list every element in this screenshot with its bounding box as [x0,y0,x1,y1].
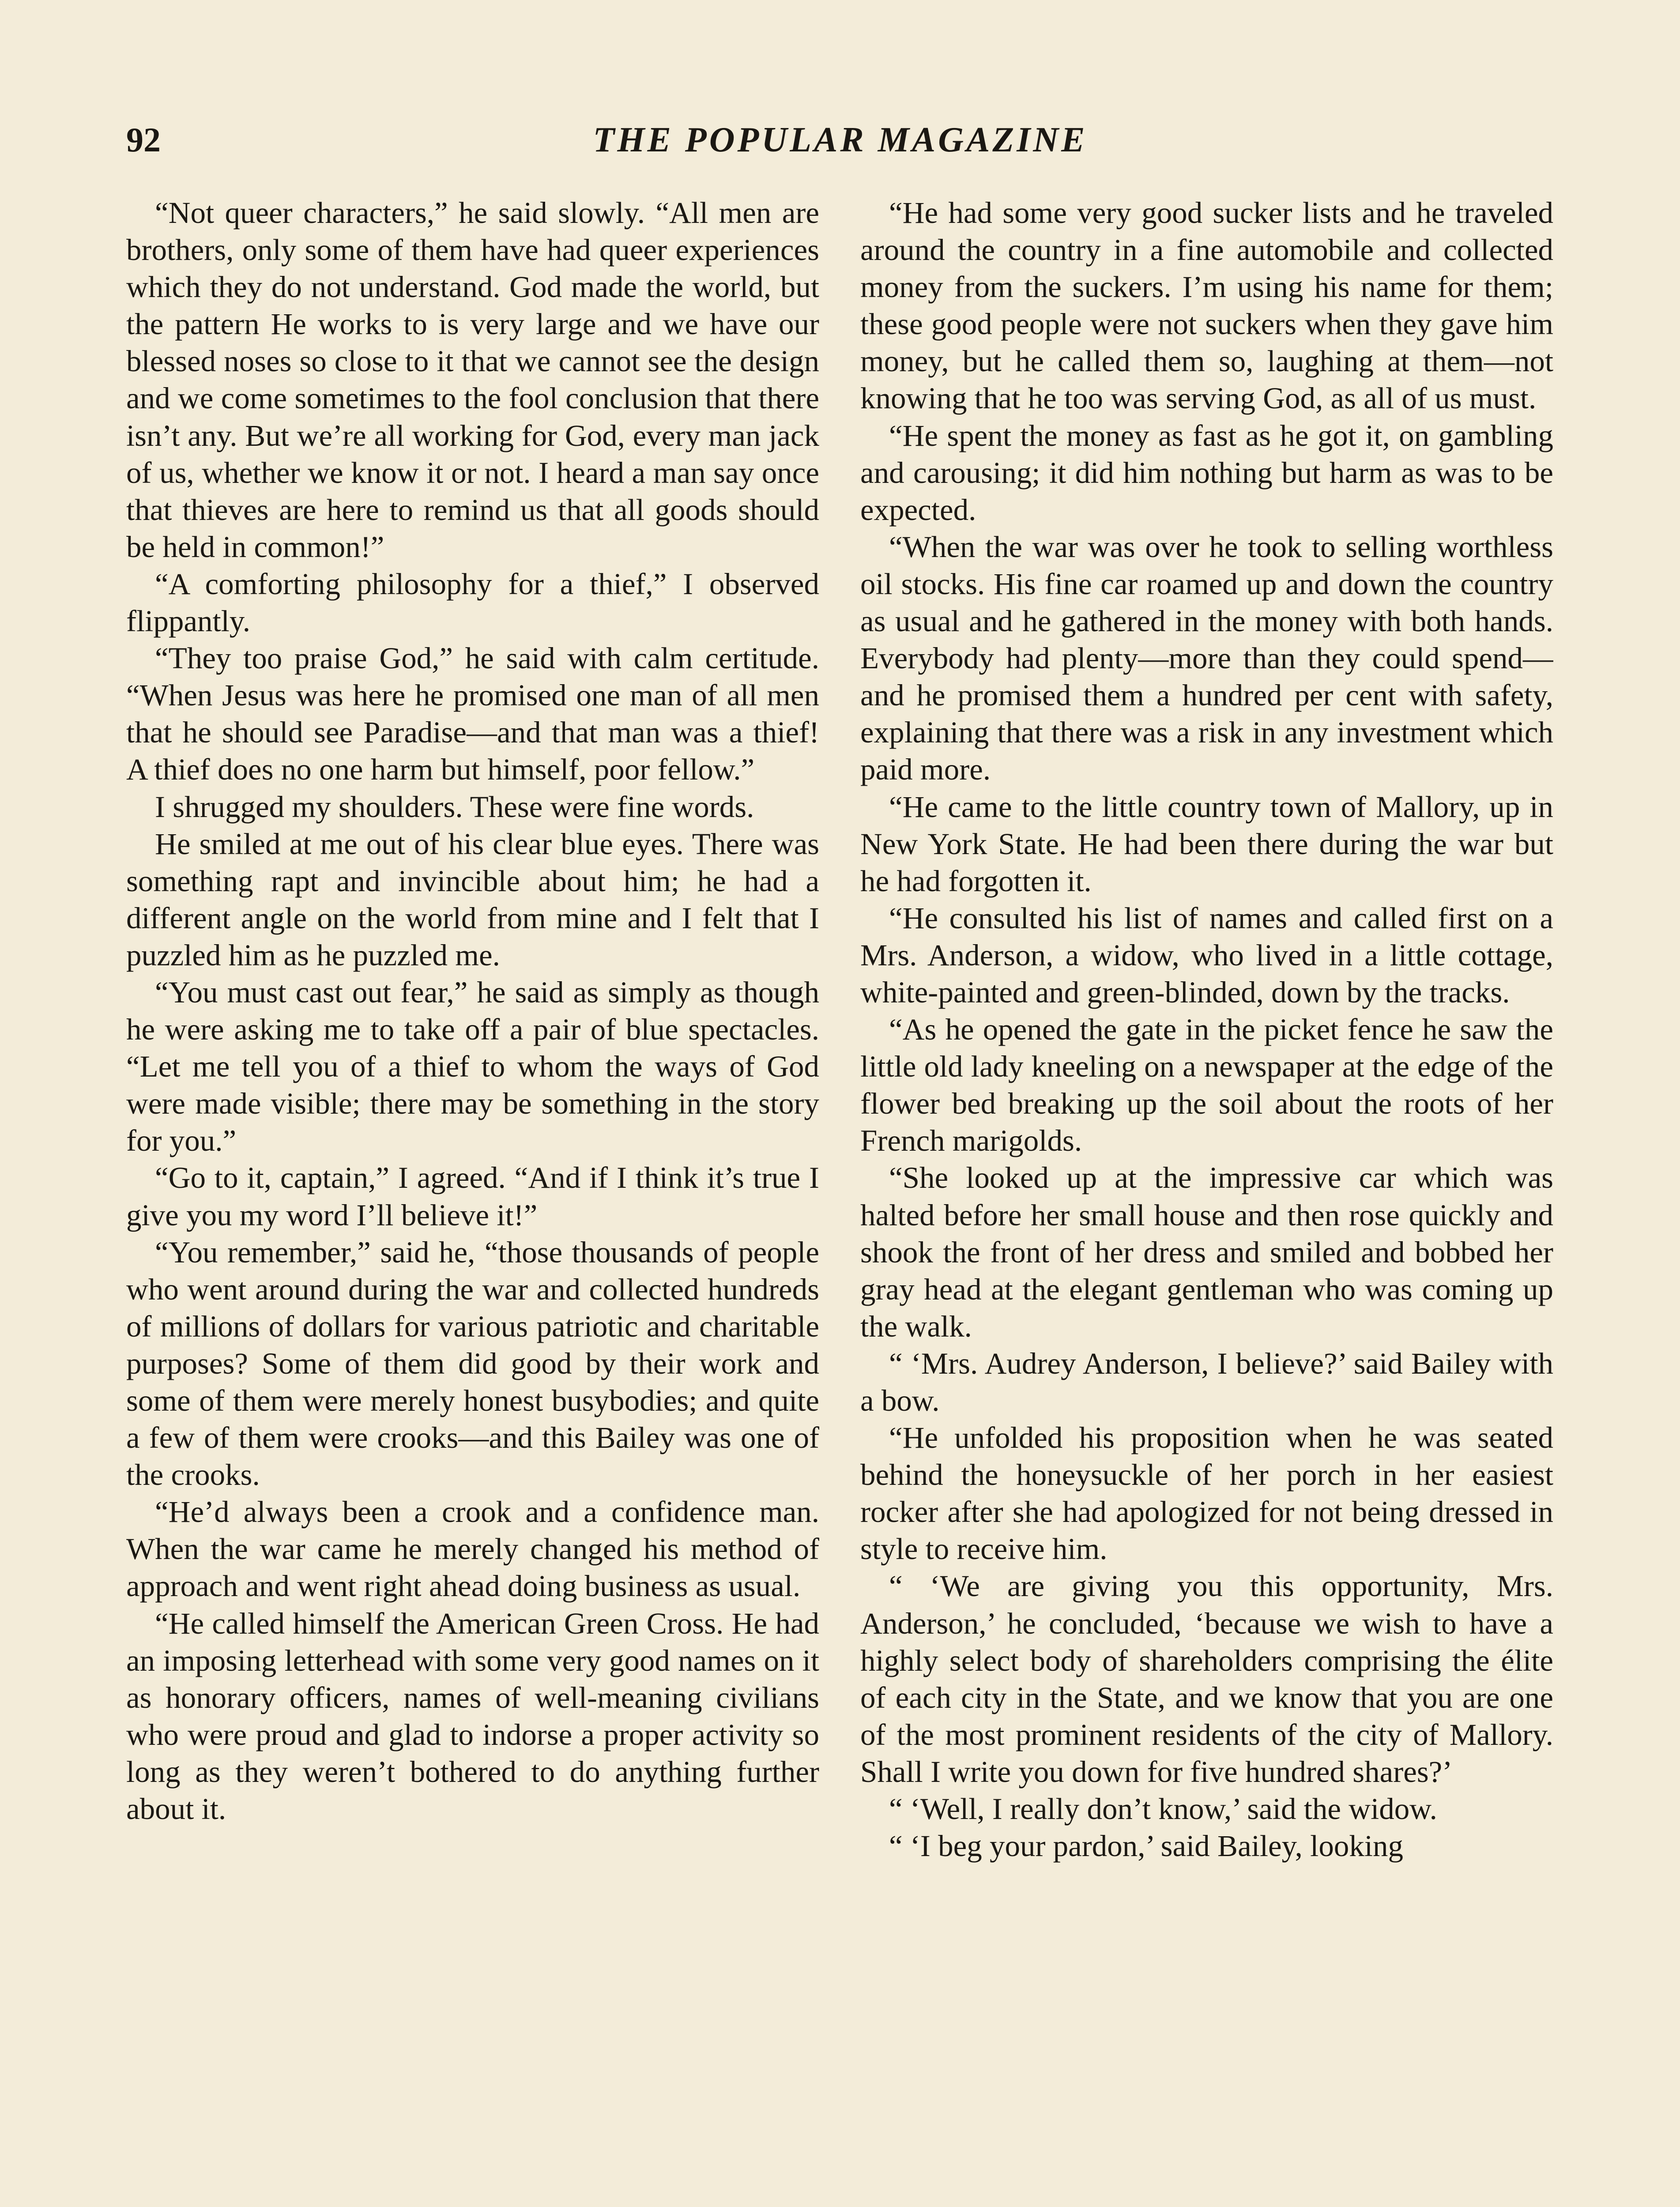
running-head: THE POPULAR MAGAZINE [593,121,1088,159]
paragraph: “You must cast out fear,” he said as simply as though he were asking me to take off a pair of blue spectacles. “Let me tell you of a thief to whom the ways of God were made visible; there may be something in the story for you.” [126,975,819,1158]
paragraph: “ ‘I beg your pardon,’ said Bailey, looking [889,1829,1404,1863]
paragraph: “He came to the little country town of Mallory, up in New York State. He had been there during the war but he had forgotten it. [860,790,1553,898]
paragraph: “As he opened the gate in the picket fence he saw the little old lady kneeling on a newspaper at the edge of the flower bed breaking up the soil about the roots of her French marigolds. [860,1013,1553,1158]
paragraph: “Go to it, captain,” I agreed. “And if I think it’s true I give you my word I’ll believe it!” [126,1161,819,1232]
paragraph: “A comforting philosophy for a thief,” I observed flippantly. [126,567,819,638]
paragraph: “He called himself the American Green Cross. He had an imposing letterhead with some very good names on it as honorary officers, names of well-meaning civilians who were proud and glad to indorse a proper activity so long as they weren’t bothered to do anything further about it. [126,1606,819,1826]
paragraph: “ ‘Mrs. Audrey Anderson, I believe?’ said Bailey with a bow. [860,1346,1553,1417]
paragraph: “He spent the money as fast as he got it, on gambling and carousing; it did him nothing but harm as was to be expected. [860,418,1553,527]
paragraph: I shrugged my shoulders. These were fine words. [155,790,754,824]
paragraph: “You remember,” said he, “those thousands of people who went around during the war and collected hundreds of millions of dollars for various patriotic and charitable purposes? Some of them did good by their work and some of them were merely honest busybodies; and quite a few of them were crooks—and this Bailey was one of the crooks. [126,1235,819,1492]
paragraph: “He’d always been a crook and a confidence man. When the war came he merely changed his method of approach and went right ahead doing business as usual. [126,1495,819,1603]
paragraph: “She looked up at the impressive car which was halted before her small house and then rose quickly and shook the front of her dress and smiled and bobbed her gray head at the elegant gentleman who was coming up the walk. [860,1161,1553,1343]
page-header [126,116,1554,164]
page-number: 92 [126,121,161,159]
paragraph: “He had some very good sucker lists and he traveled around the country in a fine automobile and collected money from the suckers. I’m using his name for them; these good people were not suckers when they gave him money, but he called them so, laughing at them—not knowing that he too was serving God, as all of us must. [860,196,1553,415]
paragraph: “He consulted his list of names and called first on a Mrs. Anderson, a widow, who lived in a little cottage, white-painted and green-blinded, down by the tracks. [860,901,1553,1009]
paragraph: “ ‘We are giving you this opportunity, Mrs. Anderson,’ he concluded, ‘because we wish to have a highly select body of shareholders comprising the élite of each city in the State, and we know that you are one of the most prominent residents of the city of Mallory. Shall I write you down for five hundred shares?’ [860,1569,1553,1789]
paragraph: “Not queer characters,” he said slowly. “All men are brothers, only some of them have had queer experiences which they do not understand. God made the world, but the pattern He works to is very large and we have our blessed noses so close to it that we cannot see the design and we come sometimes to the fool conclusion that there isn’t any. But we’re all working for God, every man jack of us, whether we know it or not. I heard a man say once that thieves are here to remind us that all goods should be held in common!” [126,196,819,564]
paragraph: He smiled at me out of his clear blue eyes. There was something rapt and invincible about him; he had a different angle on the world from mine and I felt that I puzzled him as he puzzled me. [126,827,819,972]
paragraph: “When the war was over he took to selling worthless oil stocks. His fine car roamed up and down the country as usual and he gathered in the money with both hands. Everybody had plenty—more than they could spend—and he promised them a hundred per cent with safety, explaining that there was a risk in any investment which paid more. [860,530,1553,787]
right-column [860,194,1553,2207]
paragraph: “ ‘Well, I really don’t know,’ said the widow. [889,1792,1437,1826]
left-column [126,194,819,2207]
paragraph: “They too praise God,” he said with calm certitude. “When Jesus was here he promised one man of all men that he should see Paradise—and that man was a thief! A thief does no one harm but himself, poor fellow.” [126,641,819,787]
paragraph: “He unfolded his proposition when he was seated behind the honeysuckle of her porch in her easiest rocker after she had apologized for not being dressed in style to receive him. [860,1421,1553,1566]
